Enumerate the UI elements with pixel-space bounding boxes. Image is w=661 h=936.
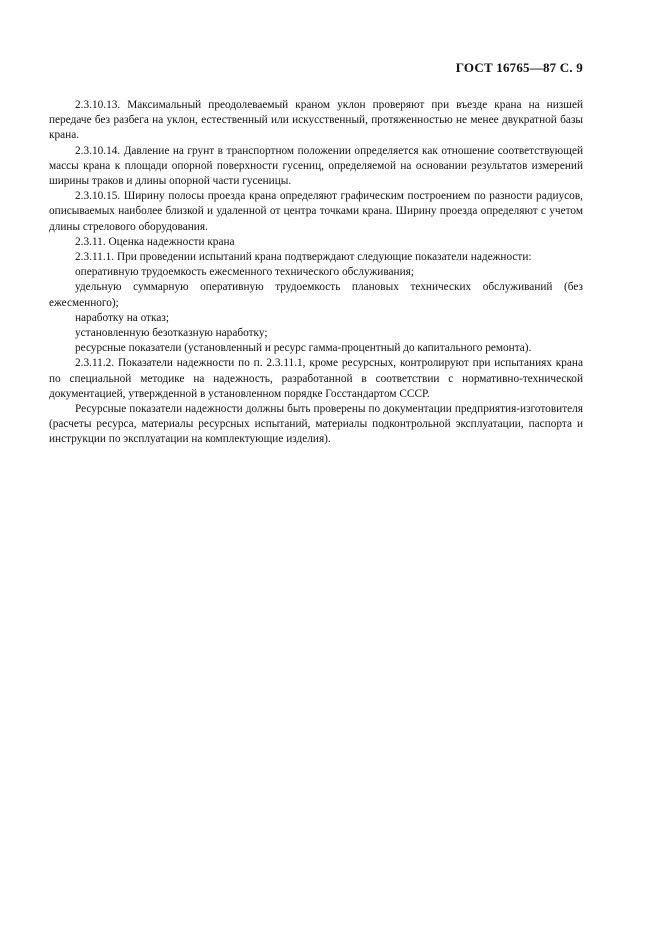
list-item: удельную суммарную оперативную трудоемкость плановых технических обслуживаний (без ежесменного); xyxy=(49,281,583,309)
section-heading-2-3-11: 2.3.11. Оценка надежности крана xyxy=(75,235,235,248)
list-item: оперативную трудоемкость ежесменного технического обслуживания; xyxy=(75,266,414,279)
page-header: ГОСТ 16765—87 С. 9 xyxy=(455,60,583,75)
paragraph-2-3-10-15: 2.3.10.15. Ширину полосы проезда крана определяют графическим построением по разности радиусов, описываемых наиболее близкой и удаленной от центра точками крана. Ширину проезда определяют с учетом длины стрелового оборудования. xyxy=(49,190,583,233)
paragraph-2-3-10-14: 2.3.10.14. Давление на грунт в транспортном положении определяется как отношение соответствующей массы крана к площади опорной поверхности гусениц, определяемой на основании результатов измерений ширины траков и длины опорной части гусеницы. xyxy=(49,144,583,188)
paragraph-resource-indicators: Ресурсные показатели надежности должны быть проверены по документации предприятия-изготовителя (расчеты ресурса, материалы ресурсных испытаний, материалы подконтрольной эксплуатации, паспорта и инструкции по эксплуатации на комплектующие изделия). xyxy=(49,403,583,446)
list-item: установленную безотказную наработку; xyxy=(75,327,268,340)
paragraph-2-3-11-1: 2.3.11.1. При проведении испытаний крана подтверждают следующие показатели надежности: xyxy=(75,251,532,264)
document-body xyxy=(49,98,583,448)
paragraph-2-3-11-2: 2.3.11.2. Показатели надежности по п. 2.3.11.1, кроме ресурсных, контролируют при испытаниях крана по специальной методике на надежность, разработанной в соответствии с нормативно-технической документацией, утвержденной в установленном порядке Госстандартом СССР. xyxy=(49,357,583,400)
list-item: наработку на отказ; xyxy=(75,311,169,324)
list-item: ресурсные показатели (установленный и ресурс гамма-процентный до капитального ремонта). xyxy=(75,342,532,355)
paragraph-2-3-10-13: 2.3.10.13. Максимальный преодолеваемый краном уклон проверяют при въезде крана на низшей передаче без разбега на уклон, естественный или искусственный, протяженностью не менее двукратной базы крана. xyxy=(49,99,583,142)
